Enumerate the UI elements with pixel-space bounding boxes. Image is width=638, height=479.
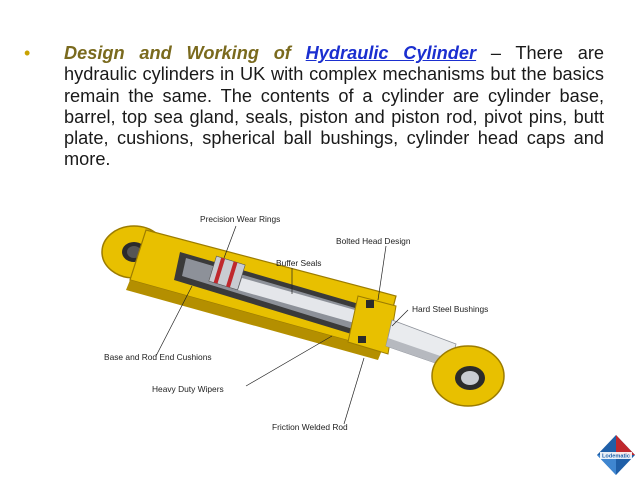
hydraulic-cylinder-illustration <box>96 208 516 443</box>
bullet-lead: Design and Working of <box>64 43 291 63</box>
callout-heavy-duty-wipers: Heavy Duty Wipers <box>152 384 224 394</box>
callout-hard-steel-bushings: Hard Steel Bushings <box>412 304 489 314</box>
bullet-body: – There are hydraulic cylinders in UK with complex mechanisms but the basics remain the same. The contents of a cylinder are cylinder base, barrel, top sea gland, seals, piston and piston rod, pivot pins, butt plate, cushions, spherical ball bushings, cylinder head caps and more. <box>64 43 604 170</box>
callout-friction-welded-rod: Friction Welded Rod <box>272 422 348 432</box>
hydraulic-cylinder-link[interactable]: Hydraulic Cylinder <box>305 43 477 63</box>
bullet-block <box>24 43 604 171</box>
callout-bolted-head-design: Bolted Head Design <box>336 236 411 246</box>
bullet-dot: • <box>24 43 31 63</box>
lodematic-logo <box>596 434 636 476</box>
svg-text:Lodematic: Lodematic <box>602 453 630 460</box>
bullet-text <box>64 43 604 171</box>
callout-buffer-seals: Buffer Seals <box>276 258 322 268</box>
callout-precision-wear-rings: Precision Wear Rings <box>200 214 281 224</box>
callout-base-and-rod-end-cushions: Base and Rod End Cushions <box>104 352 212 362</box>
